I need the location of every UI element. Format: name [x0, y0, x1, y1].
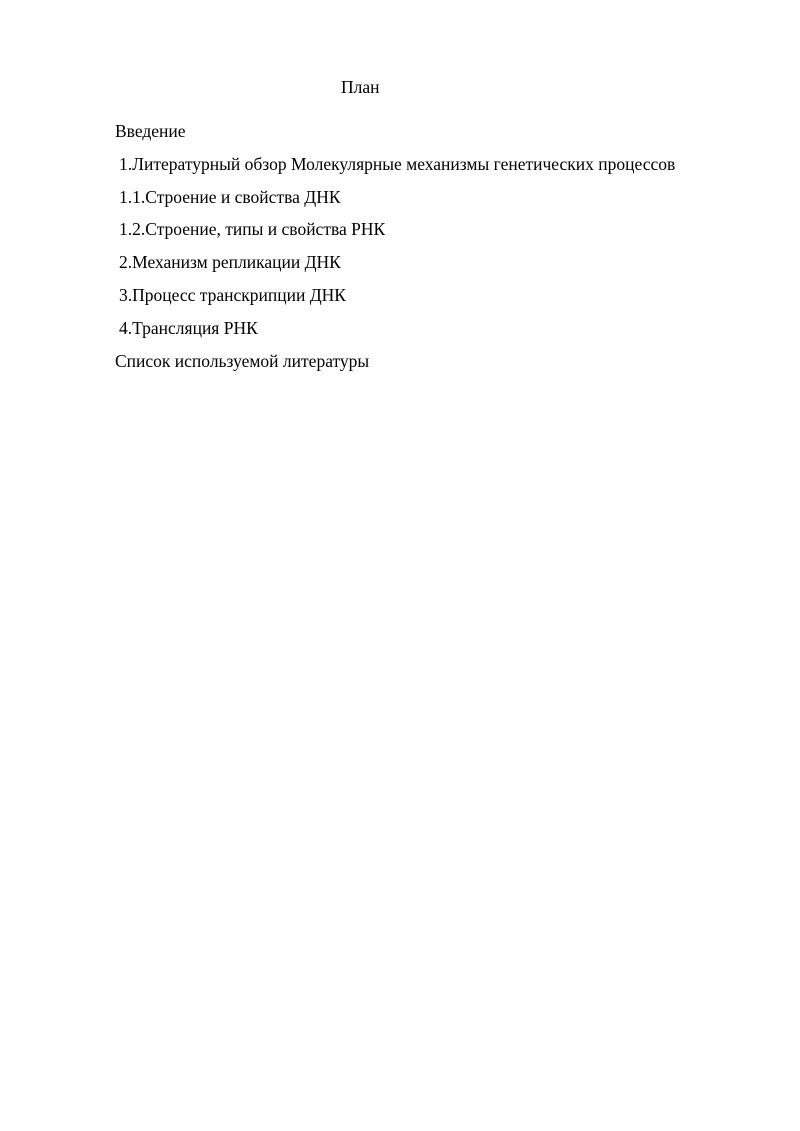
toc-item-rna-structure: 1.2.Строение, типы и свойства РНК [119, 219, 386, 239]
toc-item-literature-review: 1.Литературный обзор Молекулярные механизмы генетических процессов [119, 154, 676, 174]
toc-item-dna-transcription: 3.Процесс транскрипции ДНК [119, 285, 346, 305]
toc-item-rna-translation: 4.Трансляция РНК [119, 318, 258, 338]
toc-item-introduction: Введение [115, 121, 186, 141]
toc-item-dna-structure: 1.1.Строение и свойства ДНК [119, 187, 341, 207]
toc-item-dna-replication: 2.Механизм репликации ДНК [119, 252, 341, 272]
toc-item-references: Список используемой литературы [115, 351, 370, 371]
page-title: План [341, 77, 380, 97]
